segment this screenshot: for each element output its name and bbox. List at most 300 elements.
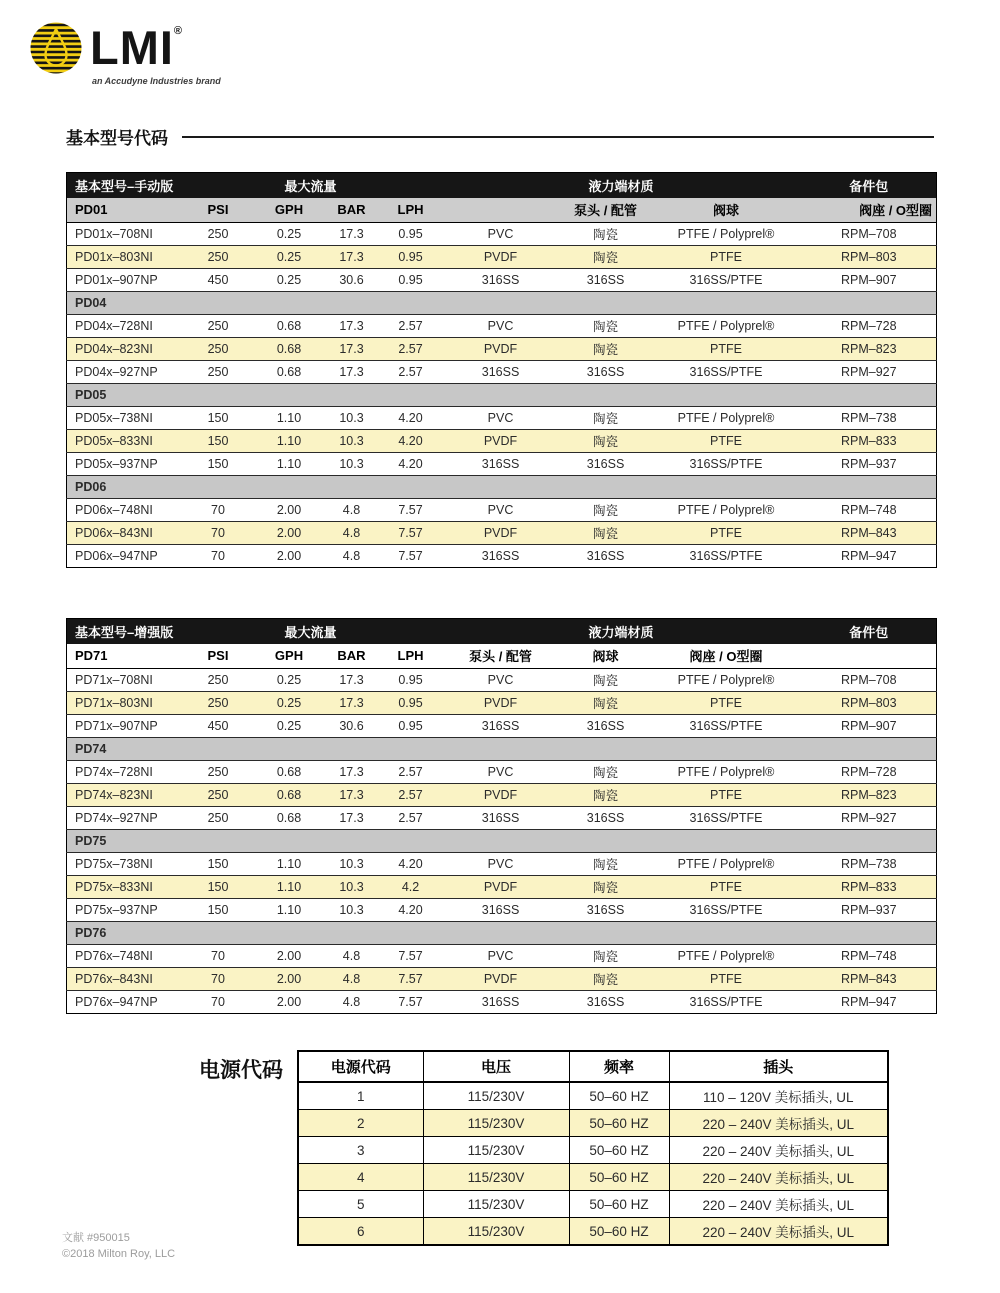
table-cell: 17.3	[339, 227, 364, 241]
table-cell: 316SS	[586, 457, 625, 471]
table-row	[67, 991, 937, 1014]
band-header-cell: 基本型号–手动版	[75, 178, 174, 194]
table-cell: 7.57	[398, 503, 423, 517]
table-cell: PD75x–738NI	[75, 857, 153, 871]
column-header: PD71	[75, 648, 108, 664]
table-cell: PVC	[487, 673, 514, 687]
table-cell: 2.00	[276, 972, 302, 986]
table-cell: 17.3	[339, 765, 364, 779]
table-cell: PTFE	[710, 342, 742, 356]
table-cell: 70	[211, 995, 225, 1009]
column-header-row	[67, 644, 937, 669]
table-cell: 316SS/PTFE	[689, 549, 763, 563]
section-title-row	[66, 124, 934, 149]
table-row	[67, 246, 937, 269]
table-cell: 450	[207, 273, 229, 287]
table-cell: PD76x–748NI	[75, 949, 153, 963]
table-cell: 30.6	[339, 273, 364, 287]
table-cell: PD04x–823NI	[75, 342, 153, 356]
table-row	[67, 499, 937, 522]
table-cell: 316SS/PTFE	[689, 365, 763, 379]
table-cell: 220 – 240V 美标插头, UL	[669, 1164, 888, 1191]
table-cell: 250	[207, 696, 229, 710]
table-cell: PD71x–708NI	[75, 673, 153, 687]
table-cell: 4.8	[342, 503, 361, 517]
document-number: 文献 #950015	[62, 1232, 130, 1244]
table-cell: 316SS	[481, 719, 520, 733]
table-cell: 4.8	[342, 526, 361, 540]
table-cell: 316SS	[481, 457, 520, 471]
manual-models-table	[66, 172, 937, 568]
table-cell: 316SS	[586, 549, 625, 563]
table-cell: 陶瓷	[593, 343, 619, 357]
table-cell: PD75x–833NI	[75, 880, 153, 894]
table-cell: 4.8	[342, 972, 361, 986]
power-code-table	[297, 1050, 889, 1246]
table-cell: PTFE / Polyprel®	[677, 857, 775, 871]
column-header: PSI	[207, 648, 229, 664]
table-cell: PVDF	[483, 880, 518, 894]
table-cell: PTFE	[710, 250, 742, 264]
table-cell: 10.3	[339, 457, 364, 471]
table-cell: 陶瓷	[593, 881, 619, 895]
table-cell: 220 – 240V 美标插头, UL	[669, 1191, 888, 1218]
section-row	[67, 384, 937, 407]
table-cell: RPM–927	[840, 811, 897, 825]
table-cell: 30.6	[339, 719, 364, 733]
table-cell: 4.2	[401, 880, 420, 894]
table-cell: 陶瓷	[593, 527, 619, 541]
table-cell: PTFE / Polyprel®	[677, 949, 775, 963]
table-row	[67, 269, 937, 292]
table-cell: PTFE / Polyprel®	[677, 673, 775, 687]
table-cell: 50–60 HZ	[569, 1191, 669, 1218]
column-header	[441, 198, 561, 223]
table-cell: 316SS	[481, 365, 520, 379]
table-cell: 7.57	[398, 949, 423, 963]
table-cell: PD01x–708NI	[75, 227, 153, 241]
table-cell: 7.57	[398, 995, 423, 1009]
table-cell: 2.57	[398, 365, 423, 379]
section-label: PD75	[75, 834, 107, 848]
striped-drop-icon	[30, 22, 82, 74]
table-cell: 70	[211, 972, 225, 986]
table-cell: PD76x–947NP	[75, 995, 158, 1009]
table-cell: 70	[211, 503, 225, 517]
table-cell: 6	[298, 1218, 423, 1246]
table-row	[67, 453, 937, 476]
table-row	[67, 361, 937, 384]
table-cell: 220 – 240V 美标插头, UL	[669, 1110, 888, 1137]
table-cell: 4.20	[398, 411, 423, 425]
table-cell: 1.10	[276, 434, 302, 448]
table-cell: 10.3	[339, 411, 364, 425]
table-cell: 2.00	[276, 549, 302, 563]
column-header: GPH	[274, 202, 304, 218]
table-cell: 316SS	[586, 903, 625, 917]
table-cell: 0.25	[276, 696, 302, 710]
table-cell: 316SS	[586, 719, 625, 733]
table-cell: RPM–927	[840, 365, 897, 379]
table-cell: RPM–823	[840, 342, 897, 356]
table-cell: RPM–823	[840, 788, 897, 802]
table-row	[67, 407, 937, 430]
table-cell: PD74x–728NI	[75, 765, 153, 779]
table-cell: 10.3	[339, 434, 364, 448]
table-cell: RPM–748	[840, 503, 897, 517]
brand-wordmark	[90, 22, 183, 74]
table-cell: PD06x–748NI	[75, 503, 153, 517]
table-cell: 5	[298, 1191, 423, 1218]
table-cell: RPM–748	[840, 949, 897, 963]
table-cell: RPM–907	[840, 719, 897, 733]
table-cell: 150	[207, 411, 229, 425]
section-row	[67, 292, 937, 315]
table-row	[67, 761, 937, 784]
table-cell: PVDF	[483, 696, 518, 710]
table-cell: 316SS	[586, 273, 625, 287]
table-cell: RPM–708	[840, 673, 897, 687]
table-row	[67, 430, 937, 453]
table-cell: 316SS	[481, 811, 520, 825]
table-cell: 2.57	[398, 319, 423, 333]
table-cell: 2.57	[398, 342, 423, 356]
table-cell: 0.95	[398, 250, 423, 264]
table-row	[67, 669, 937, 692]
table-cell: PTFE	[710, 526, 742, 540]
table-cell: 316SS	[481, 995, 520, 1009]
table-row	[67, 899, 937, 922]
table-cell: 220 – 240V 美标插头, UL	[669, 1218, 888, 1246]
table-cell: 150	[207, 857, 229, 871]
table-cell: 17.3	[339, 788, 364, 802]
table-cell: 2.57	[398, 765, 423, 779]
table-cell: PD06x–947NP	[75, 549, 158, 563]
table-cell: PD75x–937NP	[75, 903, 158, 917]
table-cell: 316SS/PTFE	[689, 995, 763, 1009]
table-cell: 4.8	[342, 549, 361, 563]
column-header: BAR	[337, 202, 366, 218]
table-cell: 0.68	[276, 788, 302, 802]
page-title: 基本型号代码	[66, 129, 168, 148]
table-cell: PD76x–843NI	[75, 972, 153, 986]
table-cell: PVDF	[483, 788, 518, 802]
table-cell: 0.68	[276, 319, 302, 333]
section-row	[67, 922, 937, 945]
table-cell: 0.68	[276, 342, 302, 356]
table-cell: PTFE / Polyprel®	[677, 319, 775, 333]
table-cell: 250	[207, 788, 229, 802]
table-cell: 2.57	[398, 788, 423, 802]
table-cell: 0.25	[276, 719, 302, 733]
table-cell: 17.3	[339, 319, 364, 333]
table-cell: RPM–803	[840, 696, 897, 710]
table-row	[67, 784, 937, 807]
table-cell: 250	[207, 765, 229, 779]
table-header-band	[67, 619, 937, 644]
table-cell: RPM–947	[840, 549, 897, 563]
table-cell: 316SS	[481, 273, 520, 287]
table-cell: RPM–937	[840, 903, 897, 917]
table-cell: PD05x–833NI	[75, 434, 153, 448]
table-cell: 0.25	[276, 273, 302, 287]
column-header: PSI	[207, 202, 229, 218]
table-cell: PTFE / Polyprel®	[677, 227, 775, 241]
table-cell: 陶瓷	[593, 766, 619, 780]
column-header: 电压	[423, 1051, 569, 1082]
table-cell: 17.3	[339, 250, 364, 264]
table-cell: 0.95	[398, 273, 423, 287]
table-row	[298, 1110, 888, 1137]
table-cell: 17.3	[339, 365, 364, 379]
column-header: PD01	[75, 202, 108, 218]
column-header: GPH	[274, 648, 304, 664]
table-cell: 0.95	[398, 696, 423, 710]
column-header: LPH	[397, 202, 424, 218]
column-header: 阀座 / O型圈	[689, 649, 763, 665]
table-cell: PVC	[487, 227, 514, 241]
table-cell: 250	[207, 227, 229, 241]
table-cell: 450	[207, 719, 229, 733]
table-cell: 0.68	[276, 811, 302, 825]
table-cell: 115/230V	[423, 1164, 569, 1191]
table-row	[298, 1082, 888, 1110]
table-cell: 1.10	[276, 857, 302, 871]
band-header-cell: 基本型号–增强版	[75, 624, 174, 640]
table-cell: PTFE	[710, 434, 742, 448]
table-cell: 250	[207, 250, 229, 264]
registered-trademark: ®	[173, 25, 184, 37]
table-cell: 115/230V	[423, 1137, 569, 1164]
table-cell: PD71x–803NI	[75, 696, 153, 710]
table-cell: 陶瓷	[593, 674, 619, 688]
column-header: 阀球	[592, 649, 619, 665]
table-cell: 7.57	[398, 972, 423, 986]
column-header: BAR	[337, 648, 366, 664]
table-cell: 0.95	[398, 673, 423, 687]
table-cell: PD74x–823NI	[75, 788, 153, 802]
table-cell: 4	[298, 1164, 423, 1191]
table-cell: PD71x–907NP	[75, 719, 158, 733]
table-cell: 250	[207, 673, 229, 687]
table-cell: 陶瓷	[593, 228, 619, 242]
table-cell: 115/230V	[423, 1110, 569, 1137]
table-cell: PVDF	[483, 434, 518, 448]
table-row	[67, 522, 937, 545]
table-cell: PD05x–937NP	[75, 457, 158, 471]
table-cell: 220 – 240V 美标插头, UL	[669, 1137, 888, 1164]
table-cell: 陶瓷	[593, 697, 619, 711]
table-cell: PTFE / Polyprel®	[677, 411, 775, 425]
band-header-cell: 备件包	[849, 178, 889, 194]
table-cell: RPM–708	[840, 227, 897, 241]
table-cell: 1.10	[276, 457, 302, 471]
table-cell: 4.8	[342, 949, 361, 963]
table-cell: 17.3	[339, 811, 364, 825]
table-row	[298, 1164, 888, 1191]
table-cell: PD74x–927NP	[75, 811, 158, 825]
table-cell: PTFE / Polyprel®	[677, 503, 775, 517]
table-cell: 陶瓷	[593, 504, 619, 518]
table-cell: PTFE / Polyprel®	[677, 765, 775, 779]
table-cell: PD06x–843NI	[75, 526, 153, 540]
table-cell: 7.57	[398, 526, 423, 540]
table-cell: 2.00	[276, 503, 302, 517]
band-header-cell: 液力端材质	[588, 178, 654, 194]
table-cell: 115/230V	[423, 1082, 569, 1110]
enhanced-models-table	[66, 618, 937, 1014]
table-cell: 0.25	[276, 250, 302, 264]
column-header: LPH	[397, 648, 424, 664]
table-cell: 70	[211, 549, 225, 563]
section-label: PD74	[75, 742, 107, 756]
table-cell: 0.25	[276, 227, 302, 241]
table-cell: 316SS/PTFE	[689, 719, 763, 733]
table-cell: 316SS/PTFE	[689, 457, 763, 471]
column-header: 阀球	[713, 203, 740, 219]
table-cell: 0.95	[398, 227, 423, 241]
table-cell: 50–60 HZ	[569, 1218, 669, 1246]
column-header: 电源代码	[298, 1051, 423, 1082]
table-row	[67, 945, 937, 968]
table-cell: 115/230V	[423, 1191, 569, 1218]
table-cell: 50–60 HZ	[569, 1137, 669, 1164]
power-section-title: 电源代码	[199, 1059, 283, 1082]
table-cell: 4.20	[398, 857, 423, 871]
footer	[62, 1231, 175, 1263]
section-row	[67, 738, 937, 761]
table-cell: 1	[298, 1082, 423, 1110]
column-header	[802, 644, 937, 669]
table-cell: PTFE	[710, 880, 742, 894]
table-cell: 316SS	[586, 995, 625, 1009]
table-row	[298, 1137, 888, 1164]
table-cell: 陶瓷	[593, 858, 619, 872]
table-row	[67, 968, 937, 991]
table-cell: PTFE	[710, 972, 742, 986]
table-cell: 0.68	[276, 365, 302, 379]
table-cell: RPM–738	[840, 857, 897, 871]
table-cell: 2.00	[276, 995, 302, 1009]
table-cell: 陶瓷	[593, 950, 619, 964]
table-cell: PTFE	[710, 696, 742, 710]
brand-tagline: an Accudyne Industries brand	[92, 76, 221, 86]
table-row	[67, 807, 937, 830]
band-header-cell: 最大流量	[284, 624, 337, 640]
table-cell: RPM–738	[840, 411, 897, 425]
table-cell: 4.20	[398, 457, 423, 471]
table-cell: 2.57	[398, 811, 423, 825]
table-cell: 150	[207, 880, 229, 894]
table-cell: 250	[207, 319, 229, 333]
copyright: ©2018 Milton Roy, LLC	[62, 1247, 176, 1260]
table-cell: 17.3	[339, 673, 364, 687]
table-cell: RPM–728	[840, 765, 897, 779]
table-row	[67, 545, 937, 568]
power-header-row	[298, 1051, 888, 1082]
table-cell: 陶瓷	[593, 789, 619, 803]
band-header-cell: 备件包	[849, 624, 889, 640]
table-cell: RPM–843	[840, 972, 897, 986]
table-cell: PVC	[487, 411, 514, 425]
column-header: 插头	[669, 1051, 888, 1082]
table-cell: PTFE	[710, 788, 742, 802]
power-code-section	[199, 1050, 889, 1246]
table-cell: RPM–907	[840, 273, 897, 287]
table-cell: RPM–728	[840, 319, 897, 333]
band-header-cell: 液力端材质	[588, 624, 654, 640]
table-row	[298, 1191, 888, 1218]
column-header: 泵头 / 配管	[469, 649, 532, 665]
table-cell: 316SS	[586, 365, 625, 379]
column-header: 频率	[569, 1051, 669, 1082]
table-row	[67, 853, 937, 876]
table-cell: 316SS/PTFE	[689, 811, 763, 825]
table-cell: 17.3	[339, 696, 364, 710]
table-header-band	[67, 173, 937, 198]
table-cell: 陶瓷	[593, 320, 619, 334]
table-row	[67, 876, 937, 899]
column-header: 泵头 / 配管	[574, 203, 637, 219]
table-cell: RPM–947	[840, 995, 897, 1009]
table-cell: 1.10	[276, 903, 302, 917]
table-row	[67, 338, 937, 361]
table-cell: PD04x–927NP	[75, 365, 158, 379]
table-row	[67, 315, 937, 338]
table-cell: 2	[298, 1110, 423, 1137]
table-cell: PVDF	[483, 972, 518, 986]
table-cell: PVDF	[483, 342, 518, 356]
section-label: PD76	[75, 926, 107, 940]
table-cell: 10.3	[339, 880, 364, 894]
table-cell: 0.95	[398, 719, 423, 733]
table-cell: 4.8	[342, 995, 361, 1009]
table-cell: 10.3	[339, 903, 364, 917]
table-cell: 50–60 HZ	[569, 1164, 669, 1191]
brand-name: LMI	[90, 21, 174, 74]
table-cell: 316SS	[481, 903, 520, 917]
table-row	[298, 1218, 888, 1246]
table-cell: 1.10	[276, 411, 302, 425]
table-cell: PVC	[487, 765, 514, 779]
table-cell: 陶瓷	[593, 251, 619, 265]
table-cell: PD01x–803NI	[75, 250, 153, 264]
band-header-cell: 最大流量	[284, 178, 337, 194]
table-cell: 150	[207, 434, 229, 448]
table-cell: 110 – 120V 美标插头, UL	[669, 1082, 888, 1110]
table-cell: PVDF	[483, 526, 518, 540]
table-cell: RPM–833	[840, 880, 897, 894]
section-row	[67, 830, 937, 853]
table-cell: PVC	[487, 319, 514, 333]
table-cell: 250	[207, 811, 229, 825]
table-cell: 陶瓷	[593, 973, 619, 987]
table-cell: PD01x–907NP	[75, 273, 158, 287]
section-label: PD06	[75, 480, 107, 494]
title-rule	[182, 136, 934, 138]
table-cell: 250	[207, 342, 229, 356]
table-cell: PD05x–738NI	[75, 411, 153, 425]
table-cell: RPM–803	[840, 250, 897, 264]
table-row	[67, 223, 937, 246]
section-label: PD04	[75, 296, 107, 310]
table-cell: 10.3	[339, 857, 364, 871]
table-cell: 50–60 HZ	[569, 1110, 669, 1137]
section-row	[67, 476, 937, 499]
section-label: PD05	[75, 388, 107, 402]
table-cell: 316SS/PTFE	[689, 273, 763, 287]
table-cell: 0.68	[276, 765, 302, 779]
